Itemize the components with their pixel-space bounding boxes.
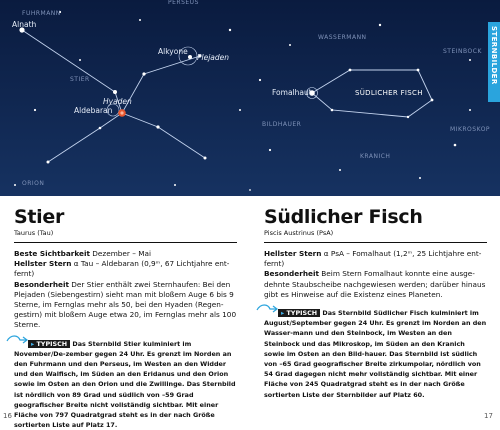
taurus-title: Stier xyxy=(14,206,65,228)
label-orion: ORION xyxy=(22,180,45,187)
arrow-icon xyxy=(6,333,28,347)
label-suedlicher-fisch: SÜDLICHER FISCH xyxy=(355,89,423,97)
star-label-hyaden: Hyaden xyxy=(103,97,132,106)
star-label-plejaden: Plejaden xyxy=(197,53,230,62)
arrow-icon xyxy=(256,302,278,316)
star-label-fomalhaut: Fomalhaut xyxy=(272,88,312,97)
label-bildhauer: BILDHAUER xyxy=(262,121,302,128)
label-steinbock: STEINBOCK xyxy=(443,48,482,55)
label-stier: STIER xyxy=(70,76,90,83)
typical-badge: ▸ TYPISCH xyxy=(28,340,70,348)
piscis-typical: ▸ TYPISCH Das Sternbild Südlicher Fisch kulminiert im August/September gegen 24 Uhr. Es grenzt im Norden an den Wasser-mann und den Steinbock, im Westen an den Steinbock und das Mikroskop, im Süden an den Kranich sowie im Osten an den Bild-hauer. Das Sternbild ist südlich von –65 Grad geografischer Breite zirkumpolar, nördlich von 54 Grad dagegen nicht mehr vollständig sichtbar. Mit einer Fläche von 245 Quadratgrad steht es in der nach Größe sortierten Liste der Sternbilder auf Platz 60. xyxy=(264,308,487,400)
taurus-column xyxy=(14,206,237,430)
divider xyxy=(14,242,237,243)
page-number-left: 16 xyxy=(3,412,12,420)
label-mikroskop: MIKROSKOP xyxy=(450,126,491,133)
star-label-aldebaran: Aldebaran xyxy=(74,106,113,115)
piscis-subtitle: Piscis Austrinus (PsA) xyxy=(264,229,334,237)
star-label-alkyone: Alkyone xyxy=(158,47,188,56)
section-tab[interactable]: STERNBILDER xyxy=(488,22,500,102)
label-fuhrmann: FUHRMANN xyxy=(22,10,61,17)
label-perseus: PERSEUS xyxy=(168,0,199,6)
page-number-right: 17 xyxy=(484,412,493,420)
taurus-subtitle: Taurus (Tau) xyxy=(14,229,54,237)
piscis-details: Hellster Stern α PsA – Fomalhaut (1,2ᵐ, 25 Lichtjahre ent-fernt) Besonderheit Beim Stern Fomalhaut konnte eine ausge-dehnte Staubscheibe nachgewiesen werden; darüber hinaus gibt es Hinweise auf die Existenz eines Planeten. xyxy=(264,249,486,299)
star-label-alnath: Alnath xyxy=(12,20,37,29)
divider xyxy=(264,242,487,243)
taurus-typical: ▸ TYPISCH Das Sternbild Stier kulminiert im November/De-zember gegen 24 Uhr. Es grenzt im Norden an den Fuhrmann und den Perseus, im Westen an den Widder und den Walfisch, im Süden an den Eridanus und den Orion sowie im Osten an den Orion und die Zwillinge. Das Sternbild ist nördlich von 89 Grad und südlich von –59 Grad geografischer Breite nicht vollständig sichtbar. Mit einer Fläche von 797 Quadratgrad steht es in der nach Größe sortierten Liste auf Platz 17. xyxy=(14,339,237,430)
label-wassermann: WASSERMANN xyxy=(318,34,367,41)
star-chart xyxy=(0,0,500,196)
sky-background xyxy=(0,0,500,196)
typical-badge: ▸ TYPISCH xyxy=(278,309,320,317)
piscis-title: Südlicher Fisch xyxy=(264,206,423,228)
taurus-details: Beste Sichtbarkeit Dezember – Mai Hellster Stern α Tau – Aldebaran (0,9ᵐ, 67 Lichtjahre ent-fernt) Besonderheit Der Stier enthält zwei Sternhaufen: Bei den Plejaden (Siebengestirn) sieht man mit bloßem Auge 6 bis 9 Sterne, im Fernglas mehr als 50, bei den Hyaden (Regen-gestirn) mit bloßem Auge etwa 20, im Fernglas mehr als 100 Sterne. xyxy=(14,249,237,330)
label-kranich: KRANICH xyxy=(360,153,391,160)
piscis-column xyxy=(264,206,487,400)
